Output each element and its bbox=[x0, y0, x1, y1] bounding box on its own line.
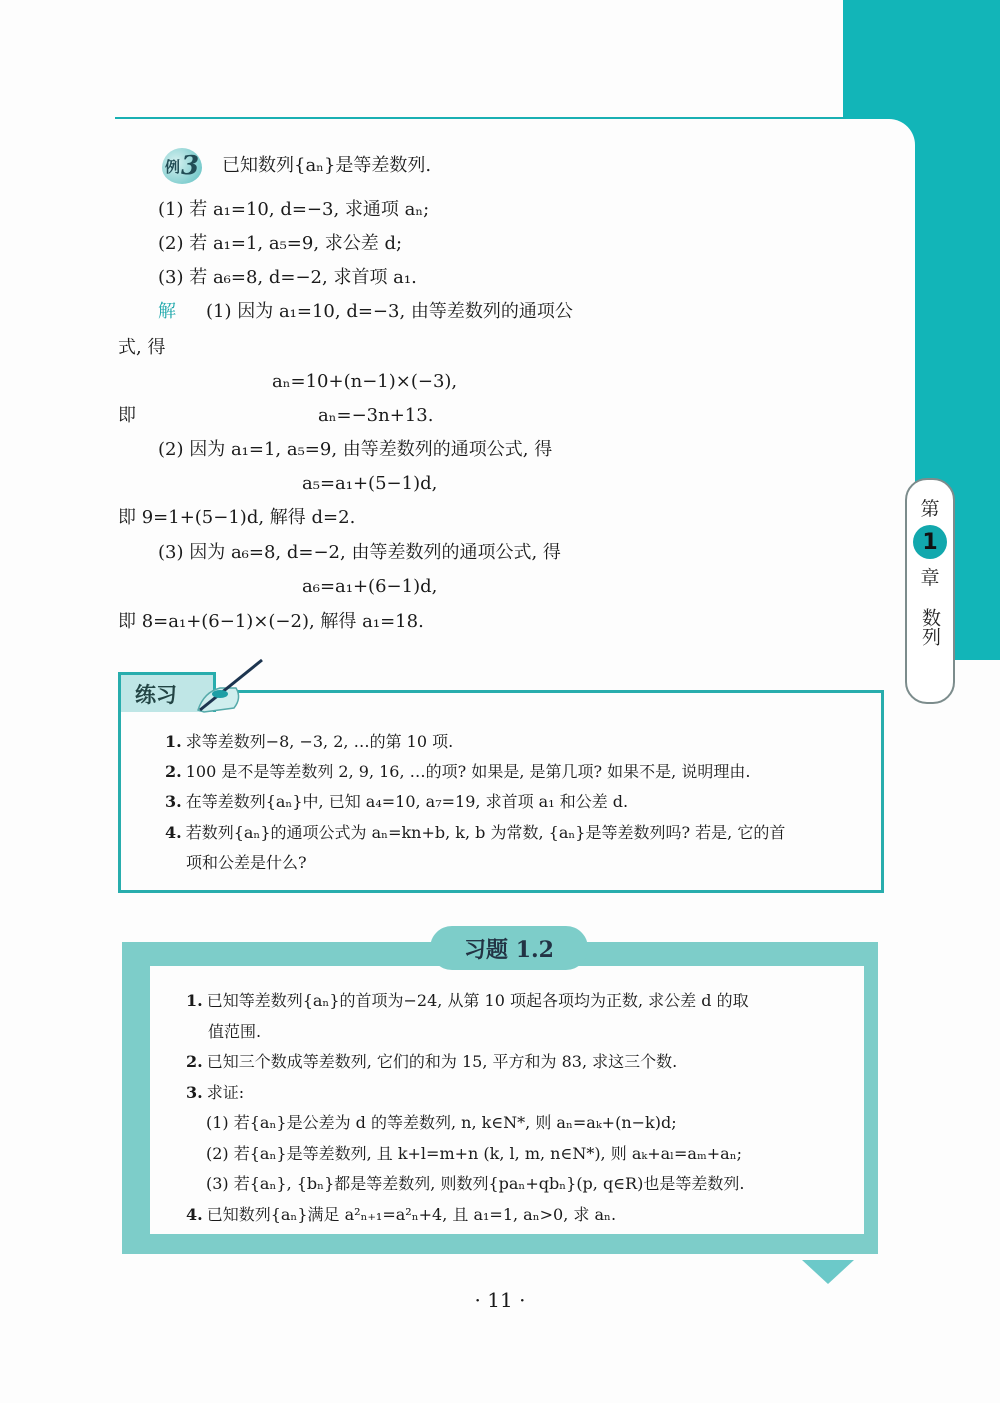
solution-formula: a₅=a₁+(5−1)d, bbox=[302, 473, 438, 494]
exercise-item: 1. 已知等差数列{aₙ}的首项为−24, 从第 10 项起各项均为正数, 求公差 d 的取 bbox=[186, 991, 749, 1010]
pen-icon bbox=[190, 658, 270, 714]
solution-line: (3) 因为 a₆=8, d=−2, 由等差数列的通项公式, 得 bbox=[158, 542, 561, 563]
solution-formula: aₙ=10+(n−1)×(−3), bbox=[272, 371, 458, 392]
exercise-item: 4. 已知数列{aₙ}满足 a²ₙ₊₁=a²ₙ+4, 且 a₁=1, aₙ>0, 求 aₙ. bbox=[186, 1205, 617, 1224]
chapter-suffix: 章 bbox=[920, 567, 940, 589]
solution-line: 即 bbox=[118, 405, 136, 426]
practice-item: 2. 100 是不是等差数列 2, 9, 16, …的项? 如果是, 是第几项? 如果不是, 说明理由. bbox=[165, 762, 751, 781]
exercise-item: 2. 已知三个数成等差数列, 它们的和为 15, 平方和为 83, 求这三个数. bbox=[186, 1052, 678, 1071]
practice-item-continued: 项和公差是什么? bbox=[186, 853, 307, 872]
example-badge bbox=[158, 148, 206, 184]
solution-label: 解 bbox=[158, 301, 176, 322]
exercise-subitem: (2) 若{aₙ}是等差数列, 且 k+l=m+n (k, l, m, n∈N*), 则 aₖ+aₗ=aₘ+aₙ; bbox=[206, 1144, 743, 1163]
exercise-item: 3. 求证: bbox=[186, 1083, 245, 1102]
practice-item: 3. 在等差数列{aₙ}中, 已知 a₄=10, a₇=19, 求首项 a₁ 和公差 d. bbox=[165, 792, 629, 811]
exercise-item-continued: 值范围. bbox=[208, 1022, 262, 1041]
example-question-3: (3) 若 a₆=8, d=−2, 求首项 a₁. bbox=[158, 267, 417, 288]
next-page-triangle-icon bbox=[802, 1260, 854, 1284]
example-badge-number: 3 bbox=[180, 151, 200, 181]
chapter-tab[interactable] bbox=[905, 478, 955, 704]
chapter-title: 数列 bbox=[919, 608, 941, 646]
practice-item: 4. 若数列{aₙ}的通项公式为 aₙ=kn+b, k, b 为常数, {aₙ}是等差数列吗? 若是, 它的首 bbox=[165, 823, 786, 842]
chapter-prefix: 第 bbox=[920, 498, 940, 520]
solution-line: 式, 得 bbox=[118, 337, 166, 358]
example-intro: 已知数列{aₙ}是等差数列. bbox=[222, 155, 432, 176]
exercise-title: 习题 1.2 bbox=[430, 926, 588, 970]
page-number: · 11 · bbox=[474, 1288, 526, 1312]
solution-line: 即 9=1+(5−1)d, 解得 d=2. bbox=[118, 507, 356, 528]
example-question-2: (2) 若 a₁=1, a₅=9, 求公差 d; bbox=[158, 233, 403, 254]
exercise-subitem: (3) 若{aₙ}, {bₙ}都是等差数列, 则数列{paₙ+qbₙ}(p, q∈R)也是等差数列. bbox=[206, 1174, 745, 1193]
solution-line: 即 8=a₁+(6−1)×(−2), 解得 a₁=18. bbox=[118, 611, 424, 632]
solution-line: (1) 因为 a₁=10, d=−3, 由等差数列的通项公 bbox=[206, 301, 573, 322]
exercise-subitem: (1) 若{aₙ}是公差为 d 的等差数列, n, k∈N*, 则 aₙ=aₖ+(n−k)d; bbox=[206, 1113, 677, 1132]
solution-line: (2) 因为 a₁=1, a₅=9, 由等差数列的通项公式, 得 bbox=[158, 439, 553, 460]
practice-title: 练习 bbox=[118, 672, 216, 712]
practice-item: 1. 求等差数列−8, −3, 2, …的第 10 项. bbox=[165, 732, 454, 751]
example-badge-label: 例 bbox=[164, 157, 180, 176]
solution-formula: a₆=a₁+(6−1)d, bbox=[302, 576, 438, 597]
solution-formula: aₙ=−3n+13. bbox=[318, 405, 434, 426]
chapter-number-badge: 1 bbox=[913, 525, 947, 559]
example-question-1: (1) 若 a₁=10, d=−3, 求通项 aₙ; bbox=[158, 199, 430, 220]
